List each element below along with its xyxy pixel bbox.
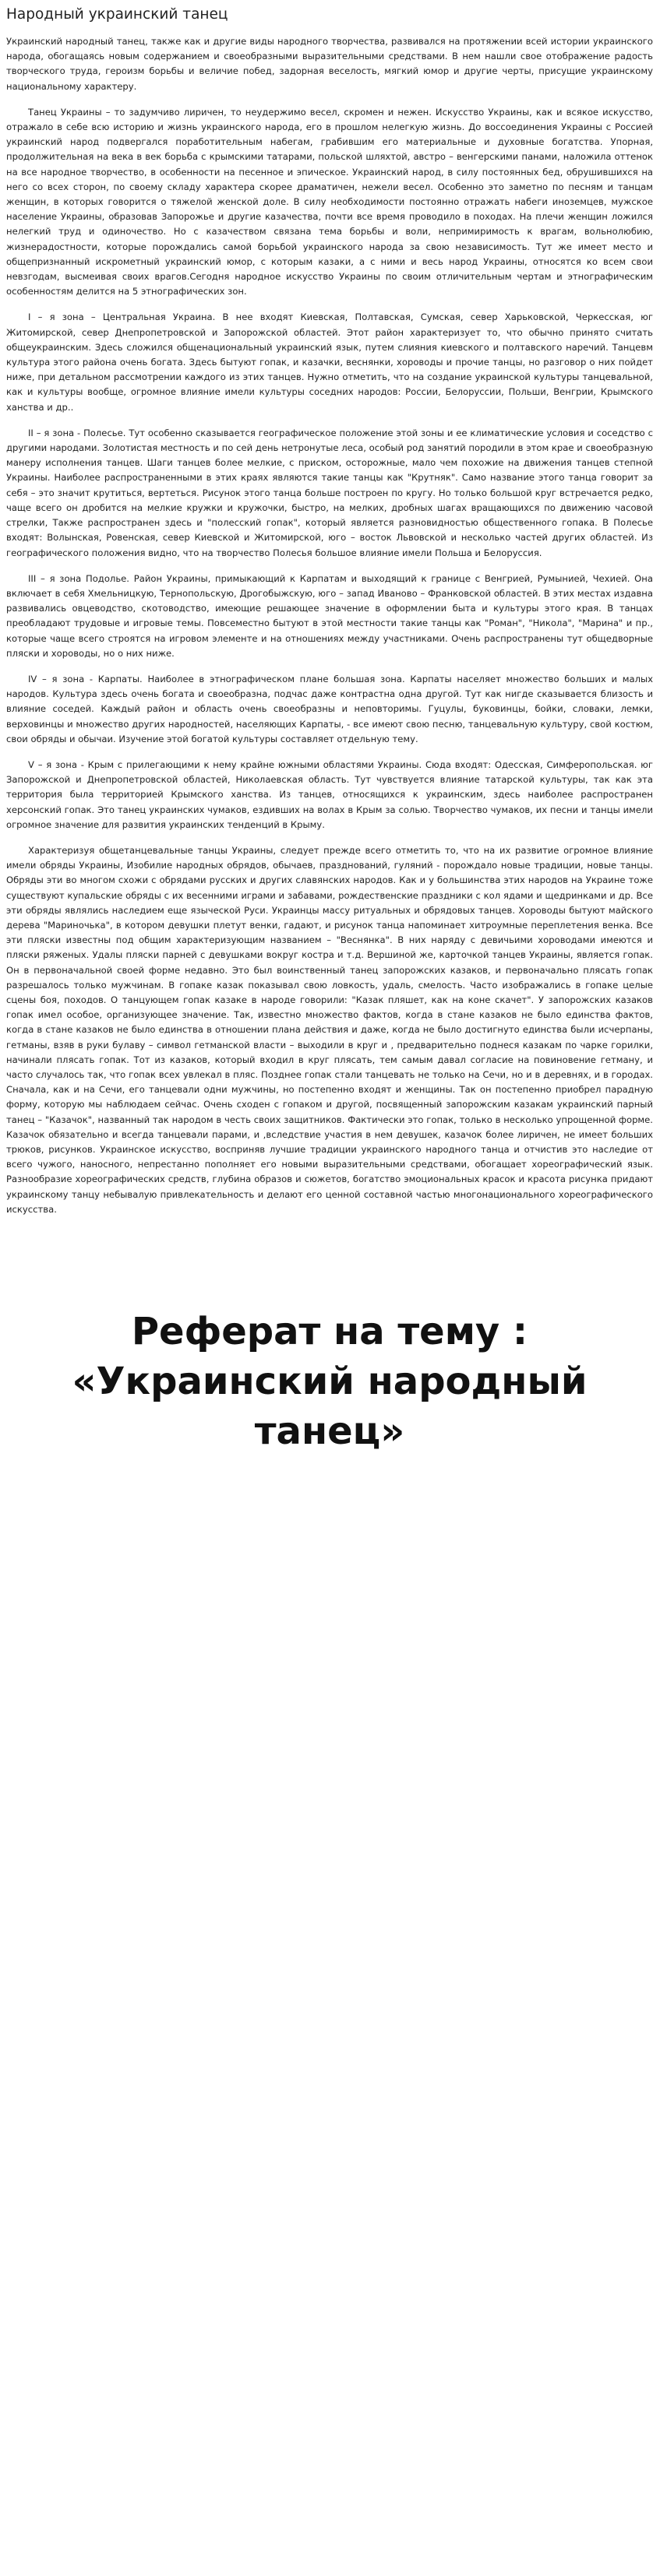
banner-line-2: «Украинский народный bbox=[72, 1360, 588, 1404]
essay-topic-banner bbox=[6, 1307, 653, 1456]
paragraph-character: Танец Украины – то задумчиво лиричен, то неудержимо весел, скромен и нежен. Искусство Украины, как и всякое искусство, отражало в себе всю историю и жизнь украинского народа, его в прошлом нелегкую жизнь. До воссоединения Украины с Россией украинский народ подвергался поработительным набегам, грабившим его материальные и духовные богатства. Упорная, продолжительная на века в век борьба с крымскими татарами, польской шляхтой, австро – венгерскими панами, наложила оттенок на все народное творчество, в особенности на песенное и эпическое. Украинский народ, в силу постоянных бед, обрушившихся на него со всех сторон, по своему складу характера скорее драматичен, нежели весел. Особенно это заметно по песням и танцам женщин, в которых говорится о тяжелой женской доле. В силу необходимости постоянно отражать набеги иноземцев, мужское население Украины, образовав Запорожье и другие казачества, почти все время проводило в походах. На плечи женщин ложился нелегкий труд и одиночество. Но с казачеством связана тема борьбы и воли, непримиримость к врагам, вольнолюбию, жизнерадостности, которые порождались самой борьбой украинского народа за свою независимость. Тут же имеет место и общепризнанный искрометный украинский юмор, с которым казаки, а с ними и весь народ Украины, относятся ко всем свои невзгодам, высмеивая своих врагов.Сегодня народное искусство Украины по своим отличительным чертам и этнографическим особенностям делится на 5 этнографических зон. bbox=[6, 106, 653, 297]
paragraph-zone-4: IV – я зона - Карпаты. Наиболее в этнографическом плане большая зона. Карпаты населяет множество больших и малых народов. Культура здесь очень богата и своеобразна, подчас даже контрастна одна другой. Тут как нигде сказывается близость и влияние соседей. Каждый район и область очень своеобразны и неповторимы. Гуцулы, буковинцы, бойки, словаки, лемки, верховинцы и множество других народностей, населяющих Карпаты, - все имеют свою песню, танцевальную культуру, свой костюм, свои обряды и обычаи. Изучение этой богатой культуры составляет отдельную тему. bbox=[6, 673, 653, 744]
paragraph-zone-5: V – я зона - Крым с прилегающими к нему крайне южными областями Украины. Сюда входят: Одесская, Симферопольская. юг Запорожской и Днепропетровской областей, Николаевская область. Тут чувствуется влияние татарской культуры, так как эта территория была территорией Крымского ханства. Из танцев, относящихся к украинским, здесь наиболее распространен херсонский гопак. Это танец украинских чумаков, ездивших на волах в Крым за солью. Творчество чумаков, их песни и танцы имели огромное значение для развития украинских тенденций в Крыму. bbox=[6, 758, 653, 830]
paragraph-zone-1: I – я зона – Центральная Украина. В нее входят Киевская, Полтавская, Сумская, север Харьковской, Черкесская, юг Житомирской, север Днепропетровской и Запорожской областей. Этот район характеризует то, что обычно принято считать общеукраинским. Здесь сложился общенациональный украинский язык, путем слияния киевского и полтавского наречий. Танцевм культура этого района очень богата. Здесь бытуют гопак, и казачки, веснянки, хороводы и прочие танцы, но разговор о них пойдет ниже, при детальном рассмотрении каждого из этих танцев. Нужно отметить, что на создание украинской культуры танцевальной, как и культуры вообще, огромное влияние имели культуры соседних народов: России, Белоруссии, Польши, Венгрии, Крымского ханства и др.. bbox=[6, 311, 653, 413]
banner-line-1: Реферат на тему : bbox=[131, 1310, 528, 1354]
paragraph-intro: Украинский народный танец, также как и другие виды народного творчества, развивался на протяжении всей истории украинского народа, обогащаясь новым содержанием и своеобразными выразительными средствами. В нем нашли свое отображение радость творческого труда, героизм борьбы и величие побед, задорная веселость, мягкий юмор и другие черты, присущие украинскому национальному характеру. bbox=[6, 36, 653, 92]
paragraph-zone-2: II – я зона - Полесье. Тут особенно сказывается географическое положение этой зоны и ее климатические условия и соседство с другими народами. Золотистая местность и по сей день нетронутые леса, особый род занятий породили в этом крае и своеобразную манеру исполнения танцев. Шаги танцев более мелкие, с приском, осторожные, мало чем похожие на движения танцев степной Украины. Наиболее распространенными в этих краях являются такие танцы как "Крутняк". Само название этого танца говорит за себя – это значит крутиться, вертеться. Рисунок этого танца больше построен по кругу. Но только большой круг встречается редко, чаще всего он дробится на мелкие кружки и кружочки, быстро, на мелких, дробных шагах вращающихся по движению часовой стрелки, Также распространен здесь и "полесский гопак", который является разновидностью общественного гопака. В Полесье входят: Волынская, Ровенская, север Киевской и Житомирской, юго – восток Львовской и несколько частей других областей. Из географического положения видно, что на творчество Полесья большое влияние имели Польша и Белоруссия. bbox=[6, 427, 653, 558]
paragraph-rituals-hopak: Характеризуя общетанцевальные танцы Украины, следует прежде всего отметить то, что на их развитие огромное влияние имели обряды Украины, Изобилие народных обрядов, обычаев, празднований, гуляний - порождало новые традиции, новые танцы. Обряды эти во многом схожи с обрядами русских и других славянских народов. Как и у большинства этих народов на Украине тоже существуют купальские обряды с их весенними играми и забавами, рождественские праздники с кол ядами и щедринками и др. Все эти обряды являлись наследием еще языческой Руси. Украинцы массу ритуальных и обрядовых танцев. Хороводы бытуют майского дерева "Мариночька", в котором девушки плетут венки, гадают, и рисунок танца напоминает хитроумные переплетения венка. Все эти пляски известны под общим характеризующим названием – "Веснянка". В них наряду с девичьими хороводами имеются и пляски ряженых. Удалы пляски парней с девушками вокруг костра и т.д. Вершиной же, карточкой танцев Украины, является гопак. Он в первоначальной своей форме недавно. Это был воинственный танец запорожских казаков, и первоначально плясать гопак разрешалось только мужчинам. В гопаке казак показывал свою ловкость, удаль, смелость. Часто изображались в гопаке целые сцены боя, походов. О танцующем гопак казаке в народе говорили: "Казак пляшет, как на коне скачет". У запорожских казаков гопак имел особое, организующее значение. Так, известно множество фактов, когда в стане казаков не было единства фактов, когда в стане казаков не было единства в отношении плана действия и даже, когда не было достигнуто единства были исчерпаны, гетманы, взяв в руки булаву – символ гетманской власти – выходили в круг и , предварительно поднеся казакам по чарке горилки, начинали плясать гопак. Тот из казаков, который входил в круг плясать, тем самым давал согласие на повиновение гетману, и часто случалось так, что гопак всех увлекал в пляс. Позднее гопак стали танцевать не только на Сечи, но и в деревнях, и в городах. Сначала, как и на Сечи, его танцевали одни мужчины, но постепенно входят и женщины. Так он постепенно приобрел парадную форму, которую мы наблюдаем сейчас. Очень сходен с гопаком и другой, посвященный запорожским казакам украинский парный танец – "Казачок", названный так народом в честь своих защитников. Фактически это гопак, только в несколько упрощенной форме. Казачок обязательно и всегда танцевали парами, и ,вследствие участия в нем девушек, казачок более лиричен, не имеет больших трюков, рисунков. Украинское искусство, восприняв лучшие традиции украинского народного танца и отчистив это наследие от всего чужого, наносного, непрестанно пополняет его новыми выразительными средствами, обогащает хореографический язык. Разнообразие хореографических средств, глубина образов и сюжетов, богатство эмоциональных красок и красота рисунка придают украинскому танцу небывалую привлекательность и делают его ценной составной частью многонационального хореографического искусства. bbox=[6, 844, 653, 1215]
document-title: Народный украинский танец bbox=[6, 6, 228, 23]
banner-line-3: танец» bbox=[254, 1409, 405, 1454]
document-body bbox=[6, 34, 653, 1217]
paragraph-zone-3: III – я зона Подолье. Район Украины, примыкающий к Карпатам и выходящий к границе с Венгрией, Румынией, Чехией. Она включает в себя Хмельницкую, Тернопольскую, Дрогобыжскую, юго – запад Ивановo – Франковской областей. В этих местах издавна развивались овцеводство, скотоводство, имеющие решающее значение в оформлении быта и культуры этого края. В танцах преобладают трудовые и игровые темы. Повсеместно бытуют в этой местности такие танцы как "Роман", "Никола", "Марина" и пр., которые чаще всего строятся на игровом элементе и на отношениях между участниками. Очень распространены тут общедворные пляски и хороводы, но о них ниже. bbox=[6, 572, 653, 659]
